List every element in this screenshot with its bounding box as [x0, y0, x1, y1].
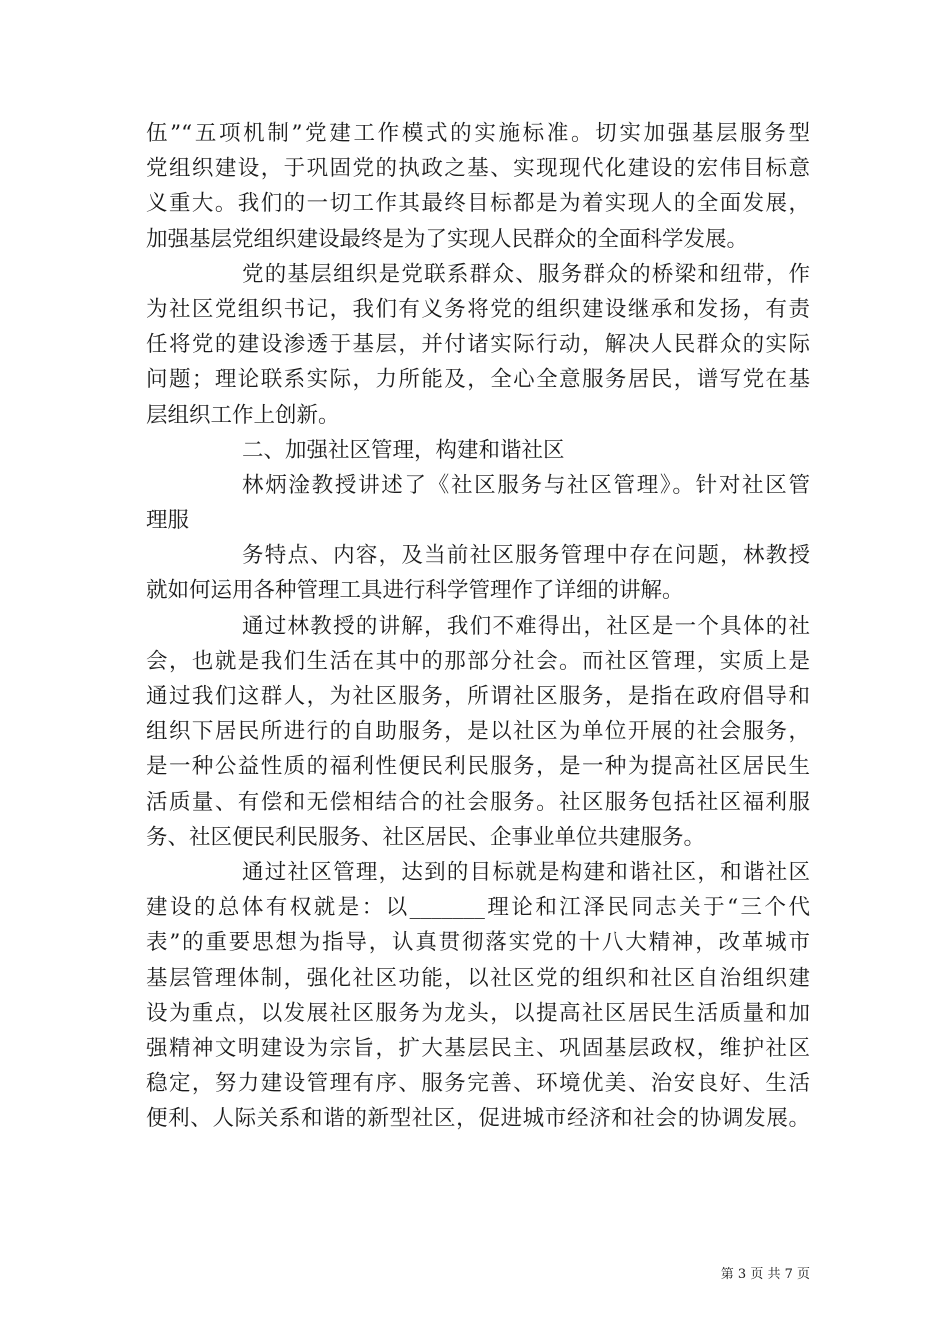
- text-line: 党的基层组织是党联系群众、服务群众的桥梁和纽带，作: [242, 261, 810, 287]
- text-line: 务、社区便民利民服务、社区居民、企事业单位共建服务。: [146, 824, 706, 850]
- text-line: 任将党的建设渗透于基层，并付诸实际行动，解决人民群众的实际: [146, 332, 810, 358]
- text-line: 加强基层党组织建设最终是为了实现人民群众的全面科学发展。: [146, 226, 749, 252]
- text-line: 问题；理论联系实际，力所能及，全心全意服务居民，谱写党在基: [146, 367, 810, 393]
- text-line: 会，也就是我们生活在其中的那部分社会。而社区管理，实质上是: [146, 648, 810, 674]
- text-line: 设为重点，以发展社区服务为龙头，以提高社区居民生活质量和加: [146, 1000, 810, 1026]
- page-number: 第 3 页 共 7 页: [720, 1267, 810, 1282]
- section-heading: 二、加强社区管理，构建和谐社区: [242, 437, 565, 463]
- paragraph-2: [146, 257, 810, 433]
- text-line: 表”的重要思想为指导，认真贯彻落实党的十八大精神，改革城市: [146, 930, 810, 956]
- text-line: 基层管理体制，强化社区功能，以社区党的组织和社区自治组织建: [146, 965, 810, 991]
- text-line: 通过我们这群人，为社区服务，所谓社区服务，是指在政府倡导和: [146, 684, 810, 709]
- text-line: 务特点、内容，及当前社区服务管理中存在问题，林教授: [242, 543, 810, 569]
- text-line: 稳定，努力建设管理有序、服务完善、环境优美、治安良好、生活: [146, 1071, 810, 1097]
- paragraph-6: [146, 855, 810, 1137]
- text-line: 组织下居民所进行的自助服务，是以社区为单位开展的社会服务，: [146, 719, 810, 745]
- text-line: 建设的总体有权就是：以_______理论和江泽民同志关于“三个代: [146, 895, 810, 921]
- text-line: 是一种公益性质的福利性便民利民服务，是一种为提高社区居民生: [146, 754, 810, 780]
- paragraph-4: [146, 538, 810, 608]
- paragraph-1: [146, 116, 810, 257]
- text-line: 便利、人际关系和谐的新型社区，促进城市经济和社会的协调发展。: [146, 1106, 810, 1132]
- text-line: 通过林教授的讲解，我们不难得出，社区是一个具体的社: [242, 613, 810, 639]
- text-line: 强精神文明建设为宗旨，扩大基层民主、巩固基层政权，维护社区: [146, 1035, 810, 1061]
- text-line: 义重大。我们的一切工作其最终目标都是为着实现人的全面发展，: [146, 191, 810, 217]
- document-body: [146, 116, 810, 1136]
- paragraph-3: [146, 468, 810, 538]
- text-line: 通过社区管理，达到的目标就是构建和谐社区，和谐社区: [242, 859, 810, 885]
- text-line: 林炳淦教授讲述了《社区服务与社区管理》。针对社区管: [242, 472, 810, 498]
- text-line: 党组织建设，于巩固党的执政之基、实现现代化建设的宏伟目标意: [146, 156, 810, 182]
- text-line: 就如何运用各种管理工具进行科学管理作了详细的讲解。: [146, 578, 684, 604]
- text-line: 层组织工作上创新。: [146, 402, 340, 428]
- text-line: 活质量、有偿和无偿相结合的社会服务。社区服务包括社区福利服: [146, 789, 810, 815]
- text-line: 为社区党组织书记，我们有义务将党的组织建设继承和发扬，有责: [146, 296, 810, 322]
- text-line: 理服: [146, 508, 190, 534]
- text-line: 伍”“五项机制”党建工作模式的实施标准。切实加强基层服务型: [146, 121, 810, 146]
- paragraph-5: [146, 609, 810, 855]
